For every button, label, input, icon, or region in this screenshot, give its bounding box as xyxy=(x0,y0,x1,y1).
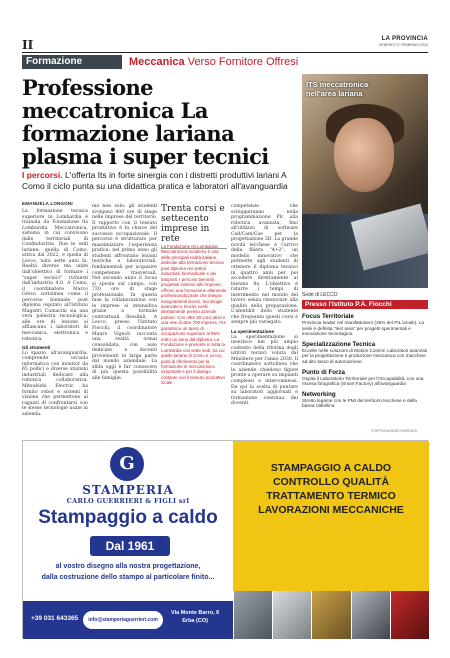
ad-right-panel xyxy=(233,441,429,591)
article-lead xyxy=(22,170,302,191)
product-photo xyxy=(390,591,429,639)
section-title xyxy=(129,55,298,69)
column-1-text-b: Lo spazio, all'avanguardia, comprende un'aula informatica con monitor da 65 pollici e diverse stazioni industriali dedicate alla robotica collaborativa. Mitsubishi Electric ha fornito robot e sistemi di visione che permettono ai ragazzi di confrontarsi con le stesse tecnologie usate in azienda. xyxy=(22,350,88,417)
address xyxy=(171,609,219,625)
contact-bar xyxy=(23,601,233,639)
masthead-title: LA PROVINCIA xyxy=(381,36,428,42)
masthead xyxy=(379,36,428,47)
column-3-subhead: La sperimentazione xyxy=(231,329,274,335)
product-photo xyxy=(311,591,350,639)
byline: EMANUELA LONGONI xyxy=(22,201,73,206)
sede-item-text: Provincia leader nel manifatturiero (35% del PIL locale). La sede è definita "test area" per progetti sperimentali e innovazione tecnologica. xyxy=(302,320,425,337)
phone-number[interactable]: +39 031 643365 xyxy=(31,615,79,622)
pull-quote: Trenta corsi e settecento imprese in rete xyxy=(161,204,227,249)
article-headline: Professione meccatronica La formazione lariana plasma i super tecnici xyxy=(22,75,269,169)
sede-box xyxy=(302,292,428,409)
product-photos xyxy=(233,591,429,639)
address-line: Erba (CO) xyxy=(182,618,208,624)
sede-item-title: Punto di Forza xyxy=(302,368,345,376)
column-2-text: ma non solo: gli studenti svolgono 400 ore di stage nelle imprese del territorio. Il rapporto con il tessuto produttivo è la chiave del successo occupazionale. Il percorso è strutturato per massimizzare l'esperienza pratica: nel primo anno gli studenti affrontano lezioni teoriche e laboratoriali, fondamentali per acquisire competenze trasversali. Nel secondo anno il focus si sposta sul campo, con 720 ore di stage professionale. In questa fase la collaborazione con le imprese si intensifica grazie a formule contrattuali flessibili. A Lecco, presso l'Istituto Fiocchi, il coordinatore Mauro Vignoli racconta una realtà ormai consolidata, con aule dedicate e docenti provenienti in larga parte dal mondo aziendale. La sfida oggi è far conoscere di più questa possibilità alle famiglie. xyxy=(92,204,157,381)
sede-label: Sede di LECCO xyxy=(302,292,338,298)
copyright-note: © RIPRODUZIONE RISERVATA xyxy=(371,429,417,433)
company-name: STAMPERIA xyxy=(82,483,174,497)
advertisement[interactable] xyxy=(22,440,428,638)
company-logo-icon: G xyxy=(110,447,144,481)
lead-kicker: I percorsi. xyxy=(22,170,63,180)
address-line: Via Monte Barro, 6 xyxy=(171,610,220,616)
photo-caption: ITS meccatronica nell'area lariana xyxy=(306,80,369,98)
section-bar xyxy=(22,52,428,69)
since-badge: Dal 1961 xyxy=(90,536,170,556)
lead-text: L'offerta Its in forte sinergia con i distretti produttivi lariani A Como il ciclo punta su una didattica pratica e laboratori all'avanguardia xyxy=(22,170,288,191)
sede-presso: Presso l'Istituto P.A. Fiocchi xyxy=(302,300,428,309)
masthead-date: VENERDÌ 17 FEBBRAIO 2024 xyxy=(378,43,428,47)
sede-item-title: Focus Territoriale xyxy=(302,313,354,320)
product-photo xyxy=(233,591,272,639)
sede-item-text: Ospita il Laboratorio Territoriale per l'Occupabilità, con una risorsa fotografica (Smart Factory) all'avanguardia xyxy=(302,375,424,387)
page-number: II xyxy=(22,38,34,52)
section-title-bold: Meccanica xyxy=(129,56,185,68)
article-photo xyxy=(302,74,428,288)
service-item: LAVORAZIONI MECCANICHE xyxy=(258,504,404,516)
sede-item-title: Specializzazione Tecnica xyxy=(302,340,376,348)
column-3-text: competenze che svilupperanno nella programmazione Plc alla robotica avanzata, fino all'utilizzo di software Cad/Cam/Cae per la progettazione 3D. La grande novità lecchese è l'arrivo della filiera "4+2", un modello innovativo che permette agli studenti di ottenere il diploma tecnico in quattro anni per poi accedere direttamente al biennio Its. L'obiettivo è ridurre i tempi di inserimento nel mondo del lavoro senza rinunciare alla qualità della preparazione. L'identikit dello studente che frequenta questi corsi è sempre più variegato. xyxy=(231,204,298,326)
article-column-3 xyxy=(231,204,298,407)
company-subname: CARLO GUERRIERI & FIGLI srl xyxy=(66,497,190,505)
services-list xyxy=(233,461,429,517)
sede-item-title: Networking xyxy=(302,390,336,398)
info-box: La Fondazione Its Lombardia Meccatronica Academy è una delle principali realtà italiane dedicate alla formazione tecnica post diploma nei settori industriali, biomedicale e dei trasporti. I percorsi biennali, progettati insieme alle imprese, offrono una formazione altamente professionalizzante che integra insegnamenti teorici, tecnologie avanzate e tirocini svolti direttamente presso aziende partner. Con oltre 30 corsi attivi e una rete di oltre 700 imprese, l'Its garantisce un tasso di occupazione superiore al 95% entro un anno dal diploma. La Fondazione è presente in tutta la Lombardia con sette sedi, tra cui quelle lariane di Como e Lecco, punti di riferimento per la formazione in meccatronica industriale e per il dialogo costante con il tessuto produttivo locale. xyxy=(161,244,227,386)
article-column-1 xyxy=(22,209,88,417)
column-3-text-b: La sperimentazione si inserisce nel più ampio contesto della riforma degli istituti tecnici voluta dal Ministero per l'anno 2030. Il coordinatore sottolinea che le aziende chiedono figure pronte a operare su impianti complessi e interconnessi. Da qui la scelta di puntare su laboratori aggiornati e formazione continua dei docenti. xyxy=(231,334,298,407)
article-column-2 xyxy=(92,204,157,382)
sede-item-text: Eccelle nelle soluzioni di Motion Control. Laboratori avanzati per la progettazione e produzione meccanica con macchine ad alto tasso di automazione. xyxy=(302,347,428,364)
sede-item-text: Stretto legame con le PMI del territorio lecchese e della bassa Valtellina xyxy=(302,397,417,409)
product-photo xyxy=(272,591,311,639)
email-link[interactable]: info@stamperiaguerrieri.com xyxy=(83,611,163,629)
product-photo xyxy=(351,591,390,639)
section-tag: Formazione xyxy=(22,55,122,69)
service-item: TRATTAMENTO TERMICO xyxy=(266,490,396,502)
section-title-rest: Verso Fornitore Offresi xyxy=(184,56,299,68)
ad-slogan xyxy=(23,561,233,583)
slogan-line: dalla costruzione dello stampo al particolare finito... xyxy=(41,574,215,581)
column-1-subhead: Gli strumenti xyxy=(22,345,51,351)
ad-main-title: Stampaggio a caldo xyxy=(38,507,218,528)
slogan-line: al vostro disegno alla nostra progettazione, xyxy=(55,563,201,570)
service-item: CONTROLLO QUALITÀ xyxy=(272,476,390,488)
service-item: STAMPAGGIO A CALDO xyxy=(270,462,392,474)
column-1-text: La formazione tecnica superiore in Lombardia è trainata da Fondazione Its Lombardia Meccatronica, sistema in cui convivono dalle territoriali di Confindustria. Due le sedi lariane: quella di Como, attiva dal 2022, e quella di Lecco, nata sette anni fa. Realtà diverse ma unite dall'obiettivo di formare i "super tecnici" richiesti dall'industria 4.0. A Como, il coordinatore Marco Greco sottolinea come il percorso biennale post diploma ospitato all'Istituto Magistri Cumacini sia una vera palestra tecnologica: alle ore di lezione si affiancano i laboratori di meccanica, elettronica e robotica. xyxy=(22,209,88,342)
